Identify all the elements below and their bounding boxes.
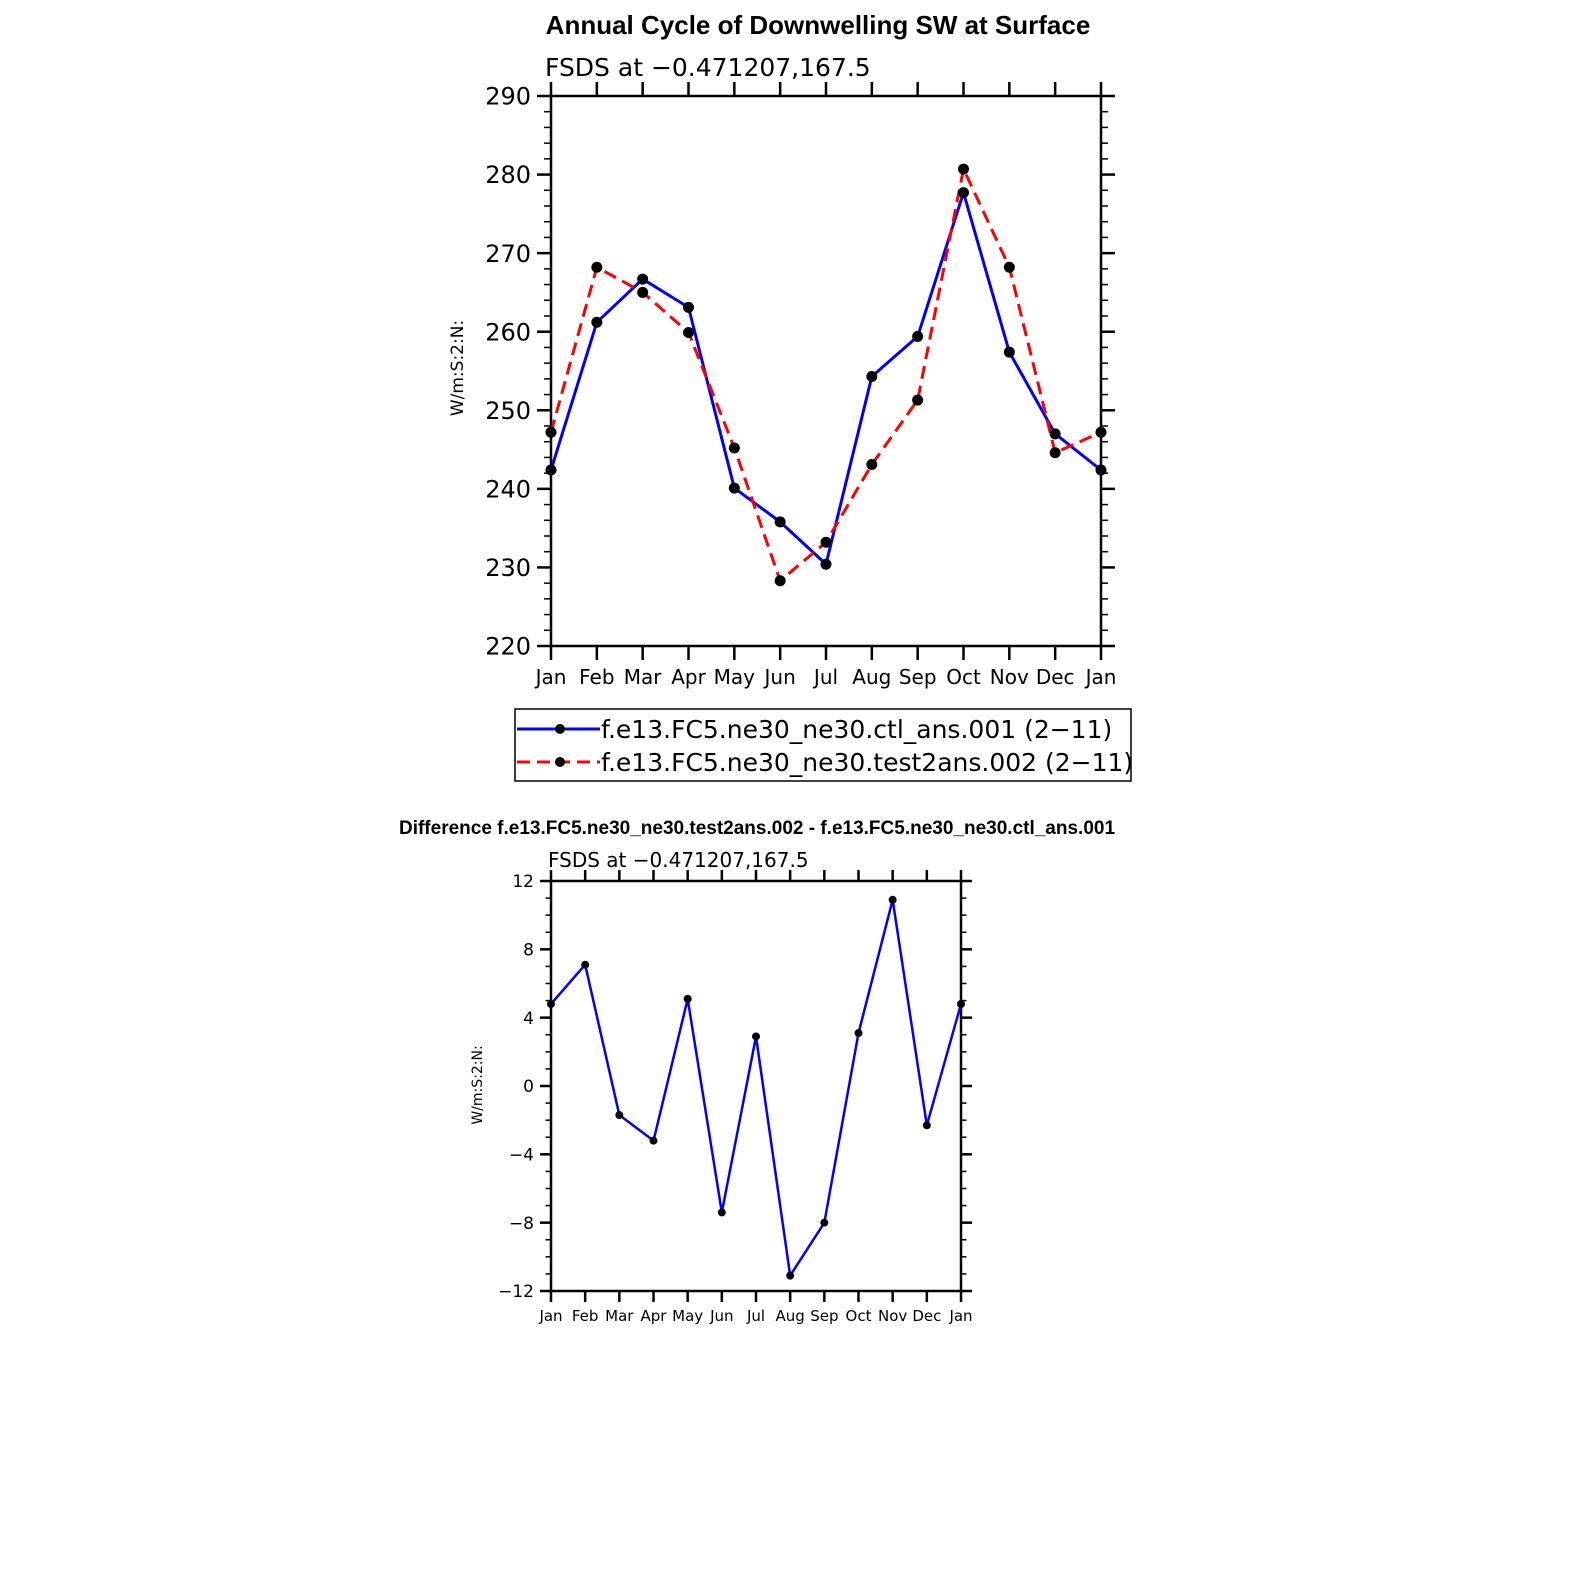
series-1-point (820, 1219, 828, 1227)
y-tick-label: −12 (498, 1282, 534, 1303)
series-1-point (889, 896, 897, 904)
series-1-point (855, 1029, 863, 1037)
x-tick-label: Mar (605, 1307, 634, 1325)
x-tick-label: Jan (535, 665, 567, 689)
x-tick-label: Jan (1085, 665, 1117, 689)
series-1-point (821, 559, 832, 570)
series-1-point (729, 483, 740, 494)
y-tick-label: 12 (512, 872, 534, 893)
x-tick-label: Jun (764, 665, 796, 689)
series-2-point (821, 537, 832, 548)
series-1-point (1050, 428, 1061, 439)
legend-marker-series-2 (555, 757, 565, 767)
y-tick-label: 250 (485, 396, 531, 425)
series-1-point (912, 331, 923, 342)
y-tick-label: 8 (523, 940, 534, 961)
series-2-point (866, 459, 877, 470)
series-1-point (581, 961, 589, 969)
series-line-1 (551, 900, 961, 1276)
bottom-plot-area (498, 870, 972, 1325)
series-1-point (957, 1000, 965, 1008)
series-1-point (786, 1272, 794, 1280)
top-legend (515, 709, 1133, 781)
bottom-y-axis-label: W/m:S:2:N: (470, 1045, 486, 1125)
x-tick-label: Sep (810, 1307, 839, 1325)
series-1-point (683, 302, 694, 313)
series-2-point (591, 262, 602, 273)
bottom-panel (399, 818, 1115, 1325)
y-tick-label: 260 (485, 318, 531, 347)
series-1-point (923, 1121, 931, 1129)
x-tick-label: Feb (571, 1307, 599, 1325)
series-1-point (1096, 465, 1107, 476)
x-tick-label: Feb (579, 665, 615, 689)
series-2-point (1004, 262, 1015, 273)
series-1-point (718, 1208, 726, 1216)
y-tick-label: 290 (485, 82, 531, 111)
series-1-point (591, 317, 602, 328)
top-chart-title: Annual Cycle of Downwelling SW at Surface (545, 10, 1091, 40)
y-tick-label: 270 (485, 239, 531, 268)
x-tick-label: Apr (671, 665, 706, 689)
series-2-point (546, 427, 557, 438)
legend-entry-series-2 (517, 748, 1133, 777)
series-1-point (684, 995, 692, 1003)
y-tick-label: 220 (485, 632, 531, 661)
x-tick-label: Jan (949, 1307, 973, 1325)
top-plot-area (485, 82, 1116, 689)
x-tick-label: Dec (1035, 665, 1075, 689)
series-1-point (1004, 347, 1015, 358)
x-tick-label: Aug (775, 1307, 805, 1325)
x-tick-label: May (713, 665, 756, 689)
series-2-point (775, 575, 786, 586)
x-tick-label: Dec (912, 1307, 942, 1325)
series-1-point (637, 274, 648, 285)
y-tick-label: −8 (508, 1213, 534, 1234)
series-2-point (637, 287, 648, 298)
x-tick-label: Nov (878, 1307, 908, 1325)
series-2-point (958, 164, 969, 175)
top-panel (448, 10, 1133, 781)
series-2-point (1050, 447, 1061, 458)
series-line-2 (551, 169, 1101, 581)
series-2-point (1096, 427, 1107, 438)
y-tick-label: 0 (523, 1077, 534, 1098)
x-tick-label: Mar (623, 665, 662, 689)
series-2-point (729, 443, 740, 454)
x-tick-label: Nov (989, 665, 1029, 689)
x-tick-label: Jan (539, 1307, 563, 1325)
y-tick-label: 280 (485, 161, 531, 190)
y-tick-label: 4 (523, 1008, 534, 1029)
series-1-point (546, 465, 557, 476)
series-1-point (958, 187, 969, 198)
series-1-point (866, 371, 877, 382)
top-chart-subtitle: FSDS at −0.471207,167.5 (545, 53, 871, 82)
legend-label-series-1: f.e13.FC5.ne30_ne30.ctl_ans.001 (2−11) (601, 715, 1113, 744)
y-tick-label: −4 (508, 1145, 534, 1166)
x-tick-label: Oct (845, 1307, 872, 1325)
top-y-axis-label: W/m:S:2:N: (448, 319, 468, 417)
series-1-point (547, 1000, 555, 1008)
x-tick-label: Apr (640, 1307, 667, 1325)
x-tick-label: Aug (852, 665, 892, 689)
bottom-chart-subtitle: FSDS at −0.471207,167.5 (548, 848, 809, 872)
legend-marker-series-1 (555, 724, 565, 734)
x-tick-label: Jul (746, 1307, 766, 1325)
series-2-point (912, 395, 923, 406)
legend-entry-series-1 (517, 715, 1112, 744)
x-tick-label: Jun (710, 1307, 734, 1325)
y-tick-label: 240 (485, 475, 531, 504)
series-2-point (683, 327, 694, 338)
x-tick-label: Oct (946, 665, 981, 689)
series-1-point (775, 516, 786, 527)
bottom-chart-title: Difference f.e13.FC5.ne30_ne30.test2ans.002 - f.e13.FC5.ne30_ne30.ctl_ans.001 (398, 818, 1116, 839)
series-line-1 (551, 193, 1101, 565)
series-1-point (752, 1032, 760, 1040)
y-tick-label: 230 (485, 554, 531, 583)
x-tick-label: Sep (898, 665, 937, 689)
series-1-point (615, 1111, 623, 1119)
series-1-point (650, 1137, 658, 1145)
legend-label-series-2: f.e13.FC5.ne30_ne30.test2ans.002 (2−11) (601, 748, 1134, 777)
x-tick-label: Jul (813, 665, 839, 689)
x-tick-label: May (672, 1307, 704, 1325)
